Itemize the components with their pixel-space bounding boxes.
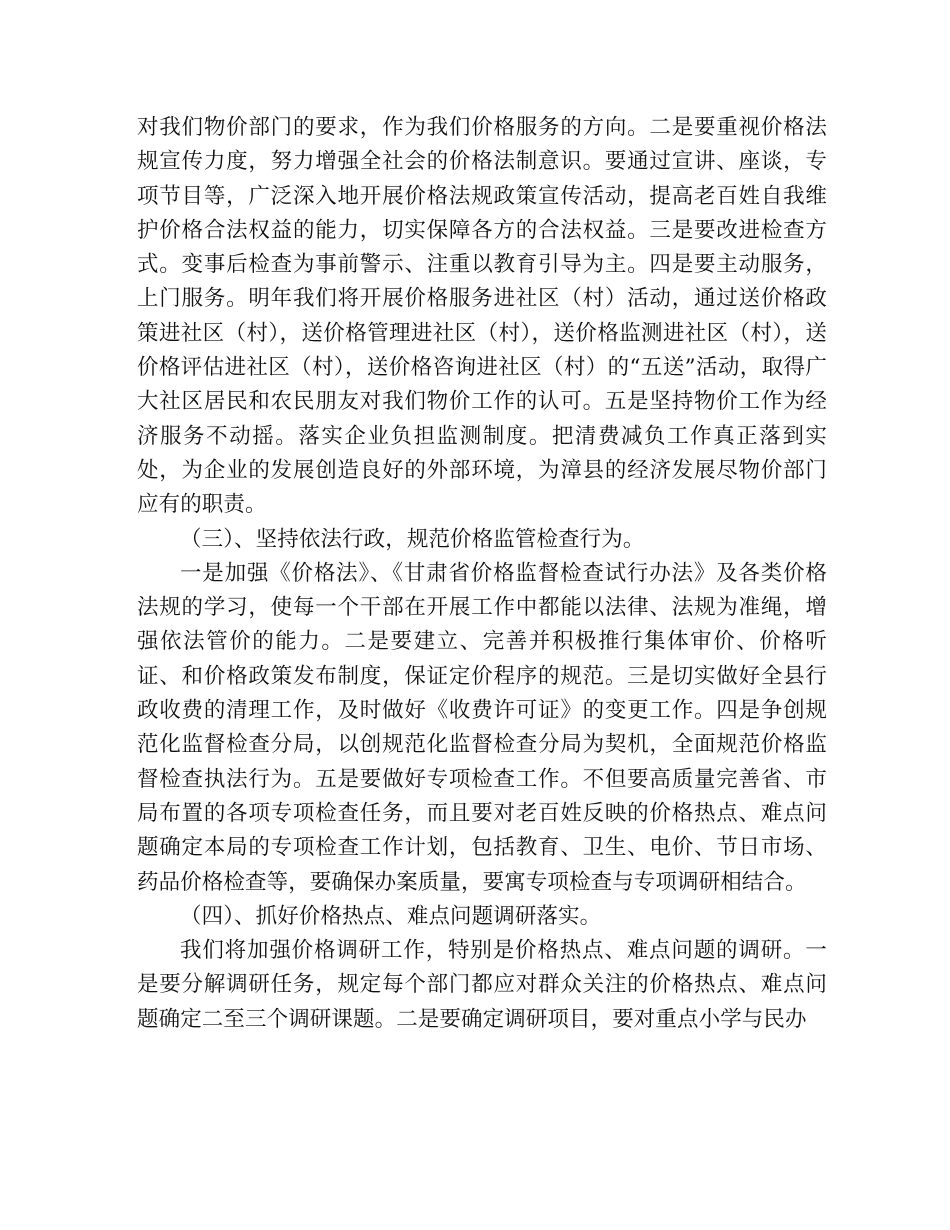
section-heading-3: （三）、坚持依法行政，规范价格监管检查行为。 — [180, 526, 645, 552]
paragraph-intro: 对我们物价部门的要求，作为我们价格服务的方向。二是要重视价格法规宣传力度，努力增强全社会的价格法制意识。要通过宣讲、座谈，专项节目等，广泛深入地开展价格法规政策宣传活动，提高老百姓自我维护价格合法权益的能力，切实保障各方的合法权益。三是要改进检查方式。变事后检查为事前警示、注重以教育引导为主。四是要主动服务，上门服务。明年我们将开展价格服务进社区（村）活动，通过送价格政策进社区（村），送价格管理进社区（村），送价格监测进社区（村），送价格评估进社区（村），送价格咨询进社区（村）的“五送”活动，取得广大社区居民和农民朋友对我们物价工作的认可。五是坚持物价工作为经济服务不动摇。落实企业负担监测制度。把清费减负工作真正落到实处，为企业的发展创造良好的外部环境，为漳县的经济发展尽物价部门应有的职责。 — [137, 115, 827, 518]
document-body — [137, 111, 827, 1037]
section-body-4: 我们将加强价格调研工作，特别是价格热点、难点问题的调研。一是要分解调研任务，规定每个部门都应对群众关注的价格热点、难点问题确定二至三个调研课题。二是要确定调研项目，要对重点小学与民办 — [137, 938, 827, 1032]
section-heading-4: （四）、抓好价格热点、难点问题调研落实。 — [180, 903, 602, 929]
section-body-3: 一是加强《价格法》、《甘肃省价格监督检查试行办法》及各类价格法规的学习，使每一个干部在开展工作中都能以法律、法规为准绳，增强依法管价的能力。二是要建立、完善并积极推行集体审价、价格听证、和价格政策发布制度，保证定价程序的规范。三是切实做好全县行政收费的清理工作，及时做好《收费许可证》的变更工作。四是争创规范化监督检查分局，以创规范化监督检查分局为契机，全面规范价格监督检查执法行为。五是要做好专项检查工作。不但要高质量完善省、市局布置的各项专项检查任务，而且要对老百姓反映的价格热点、难点问题确定本局的专项检查工作计划，包括教育、卫生、电价、节日市场、药品价格检查等，要确保办案质量，要寓专项检查与专项调研相结合。 — [137, 560, 827, 895]
